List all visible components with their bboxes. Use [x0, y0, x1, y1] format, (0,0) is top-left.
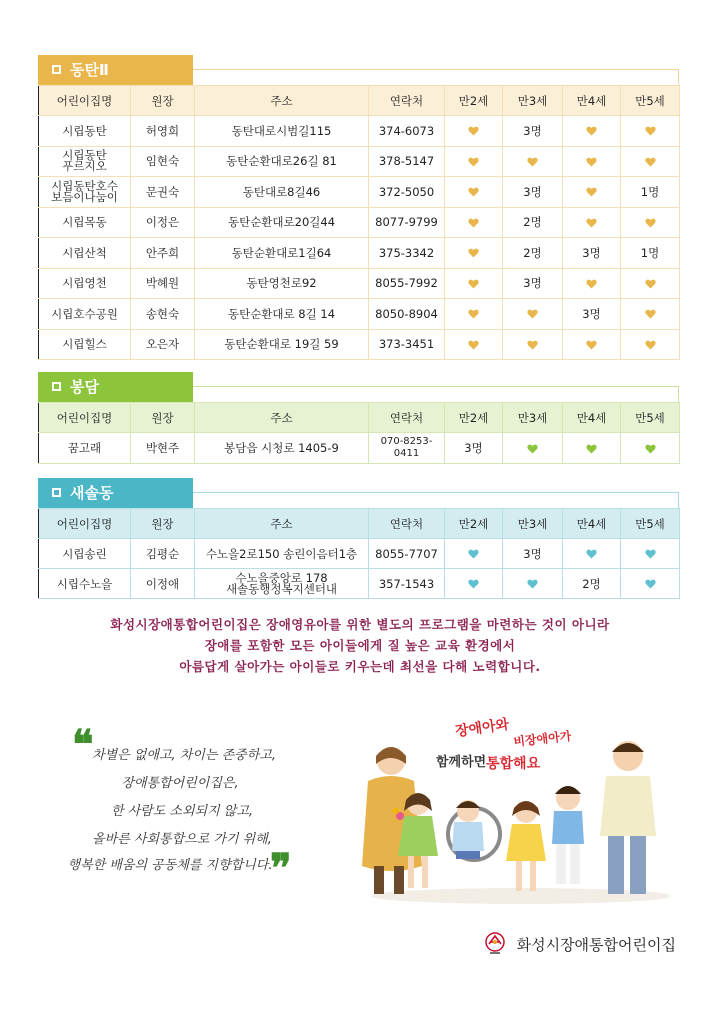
- available-heart-icon: [445, 329, 503, 360]
- table-cell: 허영희: [131, 116, 195, 147]
- column-header: 만4세: [563, 86, 621, 116]
- available-heart-icon: [503, 329, 563, 360]
- heart-icon: [468, 157, 479, 167]
- column-header: 만3세: [503, 86, 563, 116]
- table-cell: 357-1543: [369, 569, 445, 599]
- illus-text-3: 함께하면: [436, 755, 487, 770]
- table-cell: 3명: [503, 116, 563, 147]
- table-cell: 김평순: [131, 539, 195, 569]
- notice-line: 화성시장애통합어린이집은 장애영유아를 위한 별도의 프로그램을 마련하는 것이 아니라: [110, 617, 610, 632]
- table-cell: 동탄대로시범길115: [195, 116, 369, 147]
- table-cell: 이정은: [131, 207, 195, 238]
- section-saesol: [38, 478, 679, 598]
- available-heart-icon: [503, 433, 563, 464]
- table-cell: 임현숙: [131, 146, 195, 177]
- heart-icon: [645, 444, 656, 454]
- available-heart-icon: [445, 569, 503, 599]
- available-heart-icon: [621, 146, 680, 177]
- column-header: 만3세: [503, 509, 563, 539]
- available-heart-icon: [503, 146, 563, 177]
- table-cell: 동탄대로8길46: [195, 177, 369, 208]
- org-name: 화성시장애통합어린이집: [516, 935, 676, 954]
- heart-icon: [586, 218, 597, 228]
- column-header: 원장: [131, 86, 195, 116]
- table-cell: 시립수노을: [39, 569, 131, 599]
- table-cell: 시립동탄: [39, 116, 131, 147]
- available-heart-icon: [563, 268, 621, 299]
- column-header: 만4세: [563, 403, 621, 433]
- available-heart-icon: [563, 207, 621, 238]
- heart-icon: [468, 340, 479, 350]
- table-row: [39, 569, 680, 599]
- illus-text-4: 통합해요: [486, 756, 541, 772]
- table-cell: 동탄영천로92: [195, 268, 369, 299]
- illus-text-2: 비장애아가: [512, 729, 572, 749]
- available-heart-icon: [621, 116, 680, 147]
- table-cell: 1명: [621, 177, 680, 208]
- table-row: [39, 177, 680, 208]
- table-cell: 시립힐스: [39, 329, 131, 360]
- heart-icon: [527, 340, 538, 350]
- heart-icon: [645, 218, 656, 228]
- available-heart-icon: [503, 299, 563, 330]
- available-heart-icon: [445, 207, 503, 238]
- table-cell: 동탄순환대로20길44: [195, 207, 369, 238]
- table-cell: 안주희: [131, 238, 195, 269]
- heart-icon: [527, 157, 538, 167]
- table-row: [39, 299, 680, 330]
- heart-icon: [586, 340, 597, 350]
- table-cell: 1명: [621, 238, 680, 269]
- available-heart-icon: [563, 116, 621, 147]
- table-cell: 시립목동: [39, 207, 131, 238]
- table-cell: 3명: [563, 238, 621, 269]
- heart-icon: [645, 309, 656, 319]
- section-divider-edge: [678, 386, 679, 402]
- section-title-tab: 봉담: [38, 372, 193, 402]
- heart-icon: [645, 579, 656, 589]
- table-row: [39, 268, 680, 299]
- daycare-table: [38, 85, 680, 360]
- table-cell: 8050-8904: [369, 299, 445, 330]
- section-bongdam: [38, 372, 679, 467]
- table-cell: 오은자: [131, 329, 195, 360]
- available-heart-icon: [563, 539, 621, 569]
- available-heart-icon: [563, 146, 621, 177]
- square-bullet-icon: [52, 382, 61, 391]
- heart-icon: [468, 579, 479, 589]
- table-cell: 3명: [503, 177, 563, 208]
- column-header: 만4세: [563, 509, 621, 539]
- table-cell: 2명: [503, 207, 563, 238]
- mission-quote: [67, 721, 302, 892]
- table-row: [39, 116, 680, 147]
- table-cell: 373-3451: [369, 329, 445, 360]
- table-row: [39, 146, 680, 177]
- table-header-row: [39, 403, 680, 433]
- section-divider: [193, 386, 679, 387]
- column-header: 주소: [195, 86, 369, 116]
- table-cell: 378-5147: [369, 146, 445, 177]
- heart-icon: [586, 157, 597, 167]
- quote-line: 올바른 사회통합으로 가기 위해,: [92, 832, 272, 847]
- hwaseong-city-logo-icon: [483, 932, 507, 956]
- table-cell: 372-5050: [369, 177, 445, 208]
- available-heart-icon: [445, 268, 503, 299]
- table-cell: 시립동탄 푸르지오: [39, 146, 131, 177]
- column-header: 원장: [131, 403, 195, 433]
- open-quote-icon: ❝: [72, 721, 94, 768]
- table-cell: 수노을중앙로 178 새솔동행정복지센터내: [195, 569, 369, 599]
- column-header: 만5세: [621, 86, 680, 116]
- column-header: 원장: [131, 509, 195, 539]
- column-header: 주소: [195, 403, 369, 433]
- notice-line: 장애를 포함한 모든 아이들에게 질 높은 교육 환경에서: [204, 638, 516, 653]
- available-heart-icon: [621, 329, 680, 360]
- available-heart-icon: [563, 177, 621, 208]
- table-cell: 송현숙: [131, 299, 195, 330]
- illus-text-1: 장애아와: [454, 716, 511, 740]
- table-cell: 070-8253-0411: [369, 433, 445, 464]
- heart-icon: [468, 248, 479, 258]
- table-cell: 박혜원: [131, 268, 195, 299]
- available-heart-icon: [563, 329, 621, 360]
- table-row: [39, 433, 680, 464]
- column-header: 만2세: [445, 86, 503, 116]
- available-heart-icon: [621, 569, 680, 599]
- heart-icon: [468, 218, 479, 228]
- heart-icon: [586, 444, 597, 454]
- available-heart-icon: [445, 116, 503, 147]
- table-cell: 박현주: [131, 433, 195, 464]
- heart-icon: [645, 279, 656, 289]
- available-heart-icon: [445, 146, 503, 177]
- table-cell: 이정애: [131, 569, 195, 599]
- heart-icon: [468, 549, 479, 559]
- column-header: 만5세: [621, 403, 680, 433]
- column-header: 어린이집명: [39, 403, 131, 433]
- table-row: [39, 329, 680, 360]
- column-header: 어린이집명: [39, 86, 131, 116]
- heart-icon: [645, 549, 656, 559]
- daycare-table: [38, 508, 680, 599]
- quote-line: 장애통합어린이집은,: [121, 776, 239, 791]
- heart-icon: [468, 279, 479, 289]
- quote-line: 행복한 배움의 공동체를 지향합니다.: [67, 858, 273, 873]
- square-bullet-icon: [52, 488, 61, 497]
- section-title-tab: 동탄Ⅱ: [38, 55, 193, 85]
- table-cell: 시립산척: [39, 238, 131, 269]
- heart-icon: [468, 187, 479, 197]
- table-header-row: [39, 86, 680, 116]
- table-cell: 2명: [503, 238, 563, 269]
- section-divider: [193, 492, 679, 493]
- heart-icon: [645, 157, 656, 167]
- close-quote-icon: ❞: [270, 845, 292, 892]
- column-header: 어린이집명: [39, 509, 131, 539]
- available-heart-icon: [621, 539, 680, 569]
- available-heart-icon: [445, 539, 503, 569]
- available-heart-icon: [563, 433, 621, 464]
- table-cell: 문권숙: [131, 177, 195, 208]
- notice-line: 아름답게 살아가는 아이들로 키우는데 최선을 다해 노력합니다.: [179, 659, 541, 674]
- section-divider-edge: [678, 69, 679, 85]
- heart-icon: [586, 549, 597, 559]
- available-heart-icon: [621, 299, 680, 330]
- available-heart-icon: [445, 299, 503, 330]
- section-divider: [193, 69, 679, 70]
- column-header: 연락처: [369, 86, 445, 116]
- family-illustration-image: [356, 716, 681, 906]
- table-cell: 꿈고래: [39, 433, 131, 464]
- table-cell: 374-6073: [369, 116, 445, 147]
- available-heart-icon: [503, 569, 563, 599]
- table-cell: 동탄순환대로 8길 14: [195, 299, 369, 330]
- available-heart-icon: [621, 433, 680, 464]
- heart-icon: [645, 126, 656, 136]
- children-illustration: [356, 716, 681, 906]
- table-cell: 8055-7707: [369, 539, 445, 569]
- heart-icon: [586, 126, 597, 136]
- table-row: [39, 539, 680, 569]
- heart-icon: [645, 340, 656, 350]
- table-row: [39, 238, 680, 269]
- available-heart-icon: [621, 268, 680, 299]
- square-bullet-icon: [52, 65, 61, 74]
- table-cell: 8055-7992: [369, 268, 445, 299]
- table-cell: 3명: [445, 433, 503, 464]
- quote-line: 한 사람도 소외되지 않고,: [110, 804, 254, 819]
- footer-org: [483, 930, 676, 958]
- table-cell: 시립동탄호수 보듬이나눔이: [39, 177, 131, 208]
- column-header: 만5세: [621, 509, 680, 539]
- heart-icon: [586, 279, 597, 289]
- section-title-tab: 새솔동: [38, 478, 193, 508]
- table-cell: 375-3342: [369, 238, 445, 269]
- table-cell: 봉담읍 시청로 1405-9: [195, 433, 369, 464]
- table-cell: 시립호수공원: [39, 299, 131, 330]
- column-header: 만3세: [503, 403, 563, 433]
- available-heart-icon: [621, 207, 680, 238]
- quote-line: 차별은 없애고, 차이는 존중하고,: [92, 748, 276, 763]
- heart-icon: [527, 579, 538, 589]
- column-header: 연락처: [369, 403, 445, 433]
- heart-icon: [527, 444, 538, 454]
- table-cell: 동탄순환대로26길 81: [195, 146, 369, 177]
- table-cell: 8077-9799: [369, 207, 445, 238]
- table-cell: 수노을2로150 송린이음터1층: [195, 539, 369, 569]
- table-cell: 시립송린: [39, 539, 131, 569]
- section-dongtan2: [38, 55, 679, 360]
- heart-icon: [586, 187, 597, 197]
- table-row: [39, 207, 680, 238]
- table-cell: 동탄순환대로 19길 59: [195, 329, 369, 360]
- column-header: 만2세: [445, 403, 503, 433]
- available-heart-icon: [445, 238, 503, 269]
- column-header: 만2세: [445, 509, 503, 539]
- heart-icon: [527, 309, 538, 319]
- section-divider-edge: [678, 492, 679, 508]
- table-cell: 3명: [503, 268, 563, 299]
- heart-icon: [468, 309, 479, 319]
- table-cell: 3명: [503, 539, 563, 569]
- column-header: 연락처: [369, 509, 445, 539]
- integration-notice: [0, 614, 720, 677]
- table-cell: 시립영천: [39, 268, 131, 299]
- available-heart-icon: [445, 177, 503, 208]
- column-header: 주소: [195, 509, 369, 539]
- table-cell: 3명: [563, 299, 621, 330]
- daycare-table: [38, 402, 680, 464]
- heart-icon: [468, 126, 479, 136]
- table-cell: 2명: [563, 569, 621, 599]
- table-header-row: [39, 509, 680, 539]
- table-cell: 동탄순환대로1길64: [195, 238, 369, 269]
